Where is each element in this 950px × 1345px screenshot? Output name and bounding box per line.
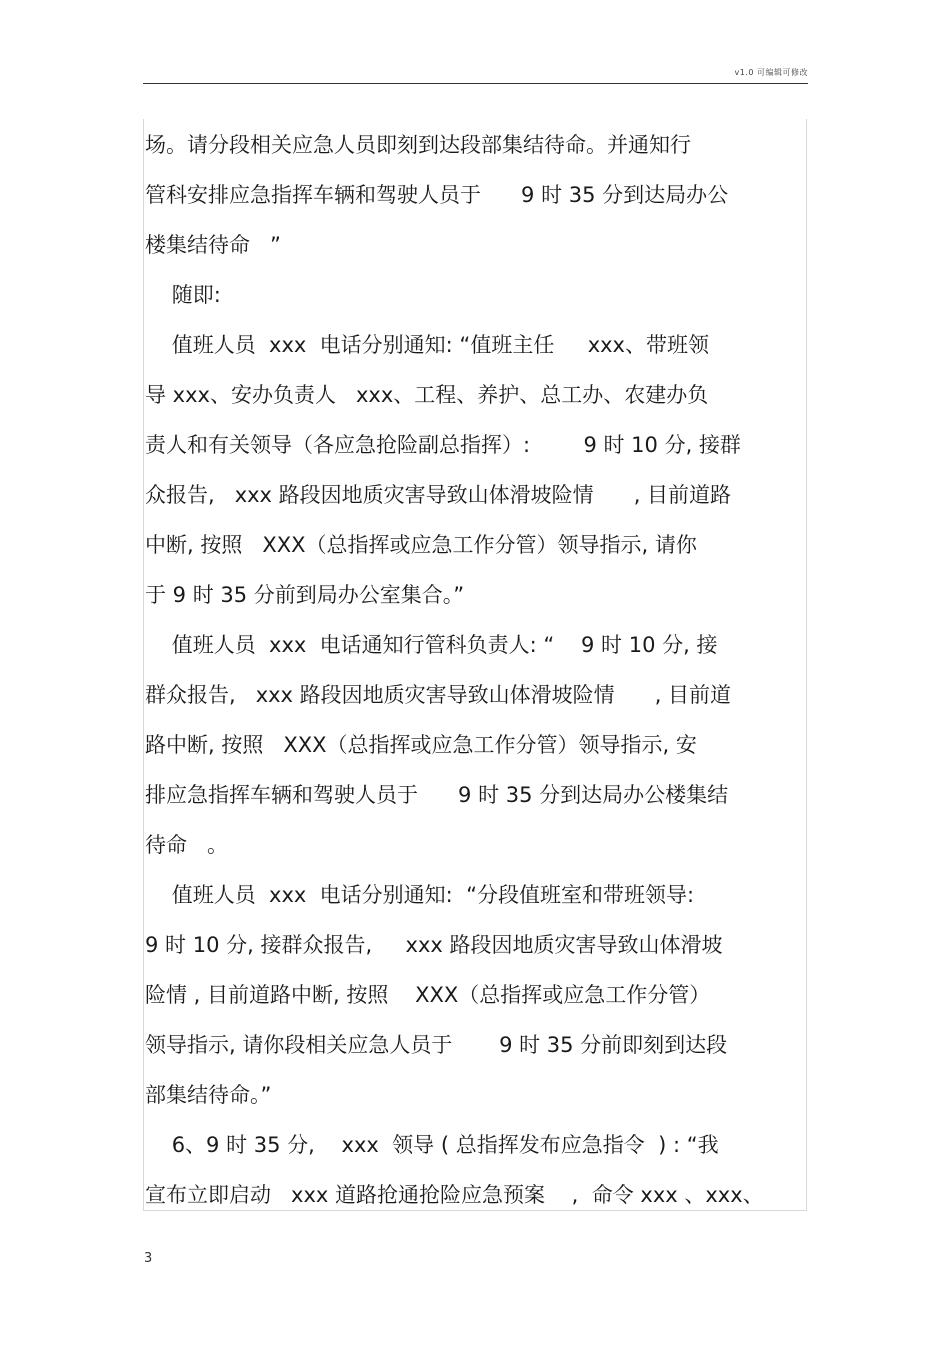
text-line: 导 xxx、安办负责人 xxx、工程、养护、总工办、农建办负 (145, 383, 709, 407)
text-line: 中断, 按照 XXX（总指挥或应急工作分管）领导指示, 请你 (145, 533, 697, 557)
text-line: 领导指示, 请你段相关应急人员于 9 时 35 分前即刻到达段 (145, 1033, 728, 1057)
text-line: 9 时 10 分, 接群众报告, xxx 路段因地质灾害导致山体滑坡 (145, 933, 723, 957)
header-divider (143, 83, 808, 84)
text-line: 值班人员 xxx 电话分别通知: “值班主任 xxx、带班领 (145, 333, 709, 357)
text-line: 于 9 时 35 分前到局办公室集合。” (145, 583, 465, 607)
text-line: 路中断, 按照 XXX（总指挥或应急工作分管）领导指示, 安 (145, 733, 697, 757)
text-line: 宣布立即启动 xxx 道路抢通抢险应急预案 , 命令 xxx 、xxx、 (145, 1183, 764, 1207)
text-line: 群众报告, xxx 路段因地质灾害导致山体滑坡险情 , 目前道 (145, 683, 732, 707)
text-line: 值班人员 xxx 电话分别通知: “分段值班室和带班领导: (145, 883, 695, 907)
text-line: 险情 , 目前道路中断, 按照 XXX（总指挥或应急工作分管） (145, 983, 711, 1007)
text-line: 楼集结待命 ” (145, 233, 281, 257)
text-line: 排应急指挥车辆和驾驶人员于 9 时 35 分到达局办公楼集结 (145, 783, 729, 807)
text-line: 众报告, xxx 路段因地质灾害导致山体滑坡险情 , 目前道路 (145, 483, 732, 507)
text-line: 随即: (145, 283, 221, 307)
page-number: 3 (144, 1251, 153, 1266)
text-line: 场。请分段相关应急人员即刻到达段部集结待命。并通知行 (145, 133, 691, 157)
text-line: 6、9 时 35 分, xxx 领导 ( 总指挥发布应急指令 ) : “我 (145, 1133, 719, 1157)
text-line: 部集结待命。” (145, 1083, 272, 1107)
text-line: 待命 。 (145, 833, 229, 857)
document-version-label: v1.0 可编辑可修改 (734, 68, 808, 77)
text-line: 管科安排应急指挥车辆和驾驶人员于 9 时 35 分到达局办公 (145, 183, 729, 207)
text-line: 责人和有关领导（各应急抢险副总指挥）: 9 时 10 分, 接群 (145, 433, 741, 457)
document-body (145, 120, 825, 1220)
text-line: 值班人员 xxx 电话通知行管科负责人: “ 9 时 10 分, 接 (145, 633, 718, 657)
